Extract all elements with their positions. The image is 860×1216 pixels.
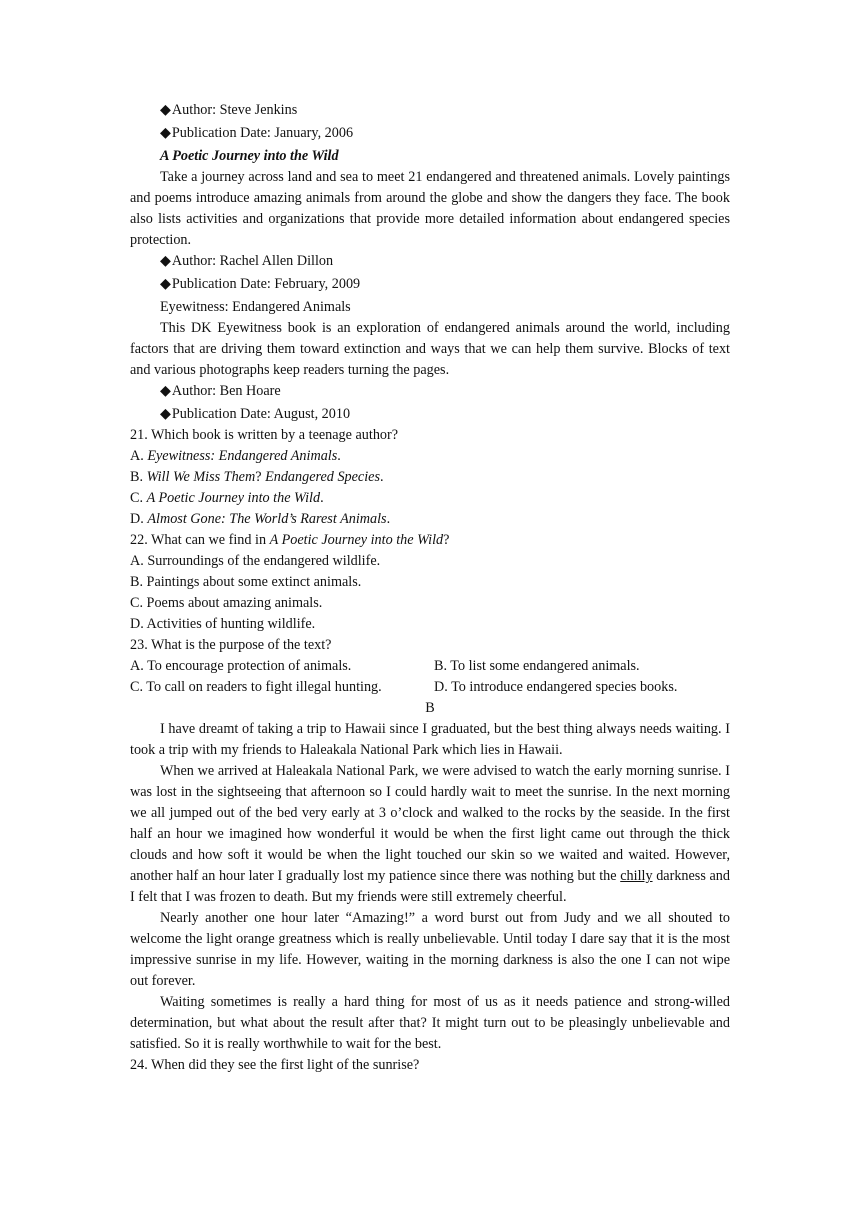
book-description-poetic-journey: Take a journey across land and sea to meet 21 endangered and threatened animals. Lovely paintings and poems introduce amazing animals from around the globe and show the dangers they face. The book also lists activities and organizations that provide more detailed information about endangered species protection. — [130, 169, 730, 248]
question-21-option-a: A. Eyewitness: Endangered Animals. — [130, 448, 341, 464]
question-22-option-a: A. Surroundings of the endangered wildlife. — [130, 553, 381, 569]
book-date-line: ◆ Publication Date: August, 2010 — [130, 404, 730, 425]
book-title-eyewitness: Eyewitness: Endangered Animals — [160, 299, 351, 315]
question-22-stem: 22. What can we find in A Poetic Journey into the Wild? — [130, 532, 450, 548]
book-title-poetic-journey: A Poetic Journey into the Wild — [160, 148, 339, 164]
book-author-line: ◆ Author: Rachel Allen Dillon — [130, 251, 730, 272]
question-24-stem: 24. When did they see the first light of the sunrise? — [130, 1057, 420, 1073]
question-21-option-d: D. Almost Gone: The World’s Rarest Animals. — [130, 511, 391, 527]
question-23-option-c: C. To call on readers to fight illegal hunting. — [130, 679, 382, 695]
passage-b-paragraph-2: When we arrived at Haleakala National Park, we were advised to watch the early morning sunrise. I was lost in the sightseeing that afternoon so I could hardly wait to meet the sunrise. In the next morning we all jumped out of the bed very early at 3 o’clock and walked to the rocks by the seaside. In the first half an hour we imagined how wonderful it would be when the first light came out through the thick clouds and how soft it would be when the light touched our skin so we waited and waited. However, another half an hour later I gradually lost my patience since there was nothing but the chilly darkness and I felt that I was frozen to death. But my friends were still extremely cheerful. — [130, 763, 730, 905]
question-23-option-a: A. To encourage protection of animals. — [130, 658, 352, 674]
question-23-stem: 23. What is the purpose of the text? — [130, 637, 332, 653]
question-21-stem: 21. Which book is written by a teenage author? — [130, 427, 399, 443]
question-21-option-b: B. Will We Miss Them? Endangered Species. — [130, 469, 384, 485]
passage-b-paragraph-1: I have dreamt of taking a trip to Hawaii since I graduated, but the best thing always needs waiting. I took a trip with my friends to Haleakala National Park which lies in Hawaii. — [130, 721, 730, 758]
passage-b-paragraph-4: Waiting sometimes is really a hard thing for most of us as it needs patience and strong-willed determination, but what about the result after that? It might turn out to be pleasingly unbelievable and satisfied. So it is really worthwhile to wait for the best. — [130, 994, 730, 1052]
book-author-line: ◆ Author: Steve Jenkins — [130, 100, 730, 121]
book-description-eyewitness: This DK Eyewitness book is an exploration of endangered animals around the world, including factors that are driving them toward extinction and ways that we can help them survive. Blocks of text and various photographs keep readers turning the pages. — [130, 320, 730, 378]
question-22-option-d: D. Activities of hunting wildlife. — [130, 616, 316, 632]
underlined-word-chilly: chilly — [620, 868, 653, 884]
question-23-options-row-2 — [130, 677, 730, 698]
passage-b-paragraph-3: Nearly another one hour later “Amazing!” a word burst out from Judy and we all shouted to welcome the light orange greatness which is really unbelievable. Until today I dare say that it is the most impressive sunrise in my life. However, waiting in the morning darkness is also the one I can not wipe out forever. — [130, 910, 730, 989]
book-author-line: ◆ Author: Ben Hoare — [130, 381, 730, 402]
question-21-option-c: C. A Poetic Journey into the Wild. — [130, 490, 324, 506]
question-22-option-b: B. Paintings about some extinct animals. — [130, 574, 362, 590]
question-23-option-b: B. To list some endangered animals. — [434, 658, 640, 674]
section-b-heading: B — [425, 700, 435, 716]
document-page — [130, 100, 730, 1076]
question-23-option-d: D. To introduce endangered species books. — [434, 679, 678, 695]
book-date-line: ◆ Publication Date: February, 2009 — [130, 274, 730, 295]
question-23-options-row-1 — [130, 656, 730, 677]
question-22-option-c: C. Poems about amazing animals. — [130, 595, 323, 611]
book-date-line: ◆ Publication Date: January, 2006 — [130, 123, 730, 144]
